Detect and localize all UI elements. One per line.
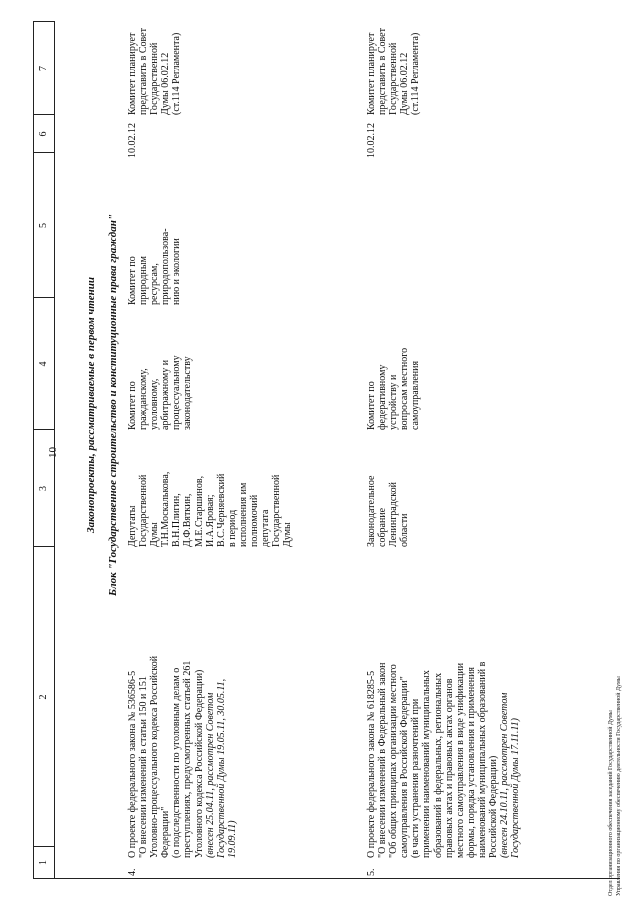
status-line: представить в Совет [377,28,389,115]
column-number: 5 [38,223,49,228]
committee-line: уголовному, [149,378,161,430]
bill-title-line: формы, порядка установления и применения [465,666,477,858]
bill-note-line: Государственной Думы 17.11.11) [510,718,522,858]
column-number: 7 [38,66,49,71]
bill-initiator [127,432,293,547]
bill-title-line: "Об общих принципах организации местного [388,664,400,858]
bill-note-line: (внесен 24.10.11, рассмотрен Советом [499,692,511,858]
status-line: представить в Совет [138,28,150,115]
initiator-line: Законодательное [366,475,377,547]
initiator-line: Думы [149,522,161,547]
bill-note-line: Государственной Думы 19.05.11, 30.05.11, [215,678,227,858]
bill-initiator [366,432,410,547]
bill-title-line: (о подследственности по уголовным делам о [171,667,183,858]
initiator-line: Т.Н.Москалькова, [160,471,172,547]
initiator-line: полномочий [249,494,261,547]
co-committee-line: нию и экологии [171,238,183,305]
initiator-line: Государственной [138,474,150,547]
column-number: 2 [38,694,49,700]
initiator-line: Депутаты [127,505,138,547]
committee-line: устройству и [388,374,400,430]
responsible-committee [127,320,194,430]
bill-title-line: (в части устранения разночтений при [410,698,422,858]
status-line: Думы 06.02.12 [399,52,411,115]
bill-title-line: "О внесении изменений в статьи 150 и 151 [138,676,150,858]
bill-title [127,573,238,858]
initiator-line: в период [226,509,238,547]
initiator-line: В.С.Черняевский [215,473,227,547]
bill-title-line: Уголовного кодекса Российской Федерации) [193,669,205,858]
footer-line: Отдел организационного обеспечения заседаний Государственной Думы [608,710,614,896]
committee-line: самоуправления [410,360,422,430]
bill-title-line: образований в федеральных, региональных [432,672,444,858]
bill-title-line: преступлениях, предусмотренных статьей 261 [182,660,194,858]
bill-title-line: самоуправления в Российской Федерации" [399,676,411,858]
initiator-line: исполнения им [237,482,249,547]
page-number: 10 [47,447,59,458]
initiator-line: Ленинградской [388,482,400,547]
status-line: Государственной [388,42,400,115]
bill-title-line: О проекте федерального закона № 536586-5 [127,670,138,858]
committee-line: процессуальному [171,355,183,430]
bill-title-line: Уголовно-процессуального кодекса Российской [149,655,161,858]
block-heading: Блок "Государственное строительство и конституционные права граждан" [107,214,119,596]
initiator-line: М.Е.Старшинов, [193,475,205,547]
bill-title [366,573,521,858]
committee-line: гражданскому, [138,368,150,430]
bill-title-line: применении наименований муниципальных [421,670,433,858]
column-number: 4 [38,361,49,367]
co-executor-committee [127,195,182,305]
status-line: Комитет планирует [127,32,138,115]
initiator-line: депутата [260,509,272,547]
bill-title-line: правовых актах и правовых актах органов [443,678,455,858]
committee-line: Комитет по [366,381,377,430]
bill-title-line: О проекте федерального закона № 618285-5 [366,670,377,858]
status-line: Государственной [149,42,161,115]
column-number: 6 [38,131,49,137]
co-committee-line: Комитет по [127,256,138,305]
status-line: (ст.114 Регламента) [410,32,422,115]
bill-title-line: "О внесении изменений в Федеральный закон [377,662,389,858]
initiator-line: В.Н.Плигин, [171,493,183,547]
co-committee-line: природным [138,256,150,305]
column-number: 3 [38,486,49,491]
bill-status [127,3,182,115]
initiator-line: Государственной [271,474,283,547]
review-date: 10.02.12 [366,123,377,158]
status-line: Комитет планирует [366,32,377,115]
row-number: 5. [366,868,377,876]
initiator-line: Д.Ф.Вяткин, [182,493,194,547]
review-date: 10.02.12 [127,123,138,158]
committee-line: вопросам местного [399,347,411,430]
co-committee-line: ресурсам, [149,263,161,305]
bill-status [366,3,421,115]
responsible-committee [366,315,421,430]
row-number: 4. [127,868,138,876]
initiator-line: И.А.Яровая; [204,494,216,547]
initiator-line: собрание [377,507,389,547]
status-line: Думы 06.02.12 [160,52,172,115]
bill-title-line: Российской Федерации) [488,755,500,858]
column-number-row [33,21,55,879]
status-line: (ст.114 Регламента) [171,32,183,115]
bill-note-line: (внесен 25.04.11, рассмотрен Советом [204,692,216,858]
footer-line: Управления по организационному обеспечению деятельности Государственной Думы [615,676,622,896]
initiator-line: области [399,513,411,547]
bill-title-line: наименований муниципальных образований в [476,661,488,858]
bill-title-line: местного самоуправления в виде унификации [454,662,466,858]
initiator-line: Думы [282,522,294,547]
committee-line: Комитет по [127,381,138,430]
co-committee-line: природопользова- [160,228,172,305]
committee-line: федеративному [377,364,389,430]
section-heading: Законопроекты, рассматриваемые в первом чтении [85,277,97,533]
table-left-border [55,878,620,879]
committee-line: арбитражному и [160,359,172,430]
column-number: 1 [38,860,49,865]
committee-line: законодательству [182,356,194,430]
page-footer [608,676,623,896]
bill-title-line: Федерации" [160,806,172,858]
bill-note-line: 19.09.11) [226,820,238,858]
